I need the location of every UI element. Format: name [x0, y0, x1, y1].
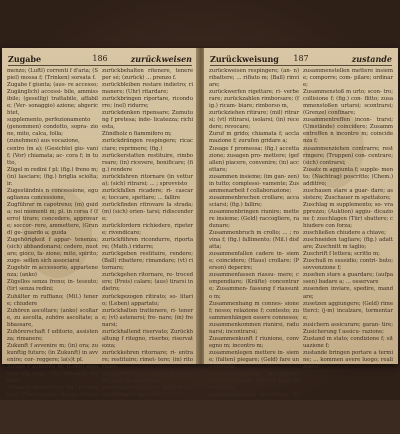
left-page-number: 186: [92, 54, 108, 63]
dictionary-entry: zurückfallen ricadere; ri- cascare; toccare, spettare; ... fallire: [102, 187, 193, 201]
open-book: [2, 48, 398, 434]
dictionary-entry: zusammenstellen mettere insieme; comporre; com- pilare; ordinare;: [303, 68, 393, 89]
dictionary-entry: zurückhalten trattenere, ri- tenere; (vt) astenersi; fre- nare; (in) frenarsi;: [102, 307, 193, 328]
dictionary-entry: Zusammenbruch m crollo; ... ; rovina f; (fig.) fallimento; (Mil.) disfatta;: [209, 230, 299, 251]
dictionary-entry: zurücklassen lasciare indie- tro; abbandonare; lasciare;: [102, 385, 193, 399]
dictionary-entry: zusammenfassen riassu- mere; compendiare; (Kräfte) concentrare; Zusammen- fassung f riassunto m;: [209, 272, 299, 300]
dictionary-entry: zurückgehen ritornare, re- trocedere; (Preis) calare; (aus) tirarsi indietro;: [102, 272, 193, 293]
dictionary-entry: Zuruf m grido; chiamata f; acclamazione f; zurufen gridare a;: [209, 131, 299, 145]
dictionary-entry: Zuschrift f lettera; scritto m;: [303, 251, 380, 258]
right-header-guideword-end: zustande: [351, 54, 392, 64]
dictionary-entry: zurückwerfen rigettare; ri- verberare; zurückzahlen rimborsare; (fig.) ricam- biare; rimborso m,: [209, 89, 299, 110]
dictionary-entry: zusetzen aggiungere; (Geld) rimetterci; (j-m) incalzare, tormentare;: [303, 300, 393, 321]
dictionary-entry: zurückbleiben restare indietro; rimanere; (Uhr) ritardare;: [102, 82, 193, 96]
dictionary-entry: Zuhörerschaft f uditorio, assistenza; rimanere;: [7, 328, 98, 342]
dictionary-entry: zuschließen chiudere a chiave;: [303, 230, 386, 237]
dictionary-entry: zusammenkommen riunirsi, radunarsi; incontrarsi;: [209, 321, 299, 335]
dictionary-entry: menzo; (Luftl) correnti f d'aria; (Spiel) mossa f; (Trinken) sorsata f.: [7, 68, 98, 82]
dictionary-entry: zurückfahren ritornare (in vettura); (sich) ritrarsi; ... ; sprovvisto: [102, 173, 193, 187]
dictionary-entry: Zustand m stato; condizione f; situazione f;: [303, 335, 393, 349]
dictionary-entry: zurückfordern richiedere, ripetere; rivendicare;: [102, 223, 193, 237]
dictionary-entry: Zusammenhang m connes- sione f; nesso; relazione f; contesto; zusammenhängen essere connesso;: [209, 300, 299, 321]
dictionary-entry: zurückziehen ritirare; (mil) ritrarsi; (vt) ritirarsi, isolarsi; (in) recedere; revocare;: [209, 110, 299, 131]
dictionary-entry: Zulassen ammettere; (mi) permettere; (Tür) lasciare chiuso; tollerare;: [7, 385, 98, 406]
right-page-header: [210, 54, 392, 66]
dictionary-entry: Zukunft f avvenire m; (in) ora; zukunftig futuro; (in Zukunft) in avvenire; cor- reggere; la(s)t pl.: [7, 342, 98, 363]
dictionary-entry: zusammensetzen comporre; mettere insieme; (sich) se- dersi insieme;: [209, 413, 299, 434]
dictionary-entry: zurückgezogen ritirato; so- litario; (Leben) appartato;: [102, 293, 193, 307]
dictionary-entry: zusammenfallen cadere in- sieme; coincidere; (Haus) crollare; (Person) deperire;: [209, 251, 299, 272]
dictionary-entry: Zuschlag m supplemento; so- vrapprezzo; (Auktion) aggiu- dicazione f; zuschlagen (Tür) sbattere; chiudere con forza;: [303, 201, 393, 230]
right-page-number: 187: [293, 54, 309, 63]
dictionary-entry: zurückgeben restituire, rendere; (Ball) ribattere; rimandare; (vt) ritornare;: [102, 251, 193, 272]
dictionary-entry: zusammenbrechen crollare; accasciarsi; (fig.) fallire;: [209, 194, 299, 208]
dictionary-entry: zurückbehalten ritenere, tenere per sé; (zurück) ... prenzo f.: [102, 68, 193, 82]
dictionary-entry: zusammenziehen contrarre; restringere; (Truppen) con- centrare; (sich) contrarsi;: [303, 145, 393, 166]
dictionary-entry: zurückführen ricondurre, riportare; (Math.) ridurre;: [102, 237, 193, 251]
dictionary-entry: Zugeständnis n concessione, eguaglianza concessione,: [7, 187, 98, 201]
dictionary-entry: zusammenpassen accordarsi, armonizzare; stare bene in- sieme; ... mente: [209, 392, 299, 413]
dictionary-entry: zurückerstatten restituire, rimborsare; (in) ricevere, bonificare; (fig.) rendere: [102, 152, 193, 173]
dictionary-entry: Zusage f promessa; (fig.) accettazione; zusagen pro- mettere; (gefallen) piacere, convenire; (in) accettare;: [209, 145, 300, 173]
dictionary-entry: Zulage f aumento m; (Lohn) aggiunta alla paga; (Vor) lanciare, mettere;: [7, 363, 98, 385]
dictionary-entry: zusenden inviare, spedire, mandare;: [303, 286, 393, 300]
left-page-column-1: [7, 68, 98, 434]
right-page: [204, 48, 398, 434]
dictionary-entry: centro (m a); (Gesichte) gio- vani f; (Vor) chiamata; ac- cora f; in tutto,: [7, 145, 98, 166]
dictionary-entry: Zusammenstoß m urto; scon- tro; collisione f; (fig.) con- flitto; zusammenstoßen urtarsi; scontrarsi; (Grenze) confinare;: [303, 89, 393, 117]
left-header-guideword: Zugabe: [8, 54, 42, 64]
dictionary-entry: zurückdrängen respingere; ricacciare; reprimere; (fig.): [102, 138, 193, 152]
left-page: [2, 48, 198, 434]
dictionary-entry: zusichern assicurare; garan- tire; Zusicherung f assicu- razione;: [303, 321, 393, 335]
dictionary-entry: zusammenlegen mettere in- sieme; (falten) piegare; (Geld) fare una colletta;: [209, 349, 299, 370]
dictionary-entry: zusammen insieme; (im gan- zen) in tutto; complessi- vamente; Zusammenarbeit f collaborazione;: [209, 173, 299, 194]
dictionary-entry: Zuhälter m ruffiano; (Mil.) tenere; chiudere: [7, 293, 98, 307]
right-page-column-1: [209, 68, 300, 434]
dictionary-entry: zurückbringen riportare, ricondurre; (nel) ridurre;: [102, 96, 193, 110]
dictionary-entry: zurückkehren ritornare; ri- entrare; restituire; rimet- tere; (in) ritornare;: [102, 349, 193, 370]
dictionary-entry: Zusatz m aggiunta f; supple- mento; (Nachtrag) poscritto; (Chem.) additivo;: [303, 166, 393, 187]
dictionary-entry: zurückhaltend riservato; Zurückhaltung f ritegno, riserbo; riservatezza;: [102, 328, 193, 349]
right-header-guideword: Zurückweisung: [210, 54, 279, 64]
dictionary-entry: Zugehörigkeit f appar- tenenza; (sich) abbandonarsi; cedere, nuotare; gioco, fa- zione; mito, spirito; zuge- sellen sich associarsi: [7, 237, 98, 265]
dictionary-entry: zurückdenken ripensare; Zumutung f pretesa; inde- licatezza; richiesta,: [102, 110, 193, 131]
right-page-column-2: [303, 68, 393, 370]
dictionary-entry: zurückweisen respingere; (an- n) ribattere; ... rifiuto m; (Ball) rinviare;: [209, 68, 299, 89]
dictionary-entry: zusammenbringen riunire; mettere insieme; (Geld) raccogliere, radunare;: [209, 208, 299, 230]
dictionary-entry: zulässig ammissibile, per- messo; zulässig lecito; Zulassung ammissione f; ... tentativo; ... per amore di; suo compiacere: [7, 406, 98, 434]
dictionary-entry: Zugehör m accessorio, appartenenza; (anko): [7, 265, 98, 279]
dictionary-entry: Zusammenkunft f riunione, convegno m; incontro m;: [209, 335, 299, 349]
left-page-header: [8, 54, 192, 66]
left-page-column-2: [102, 68, 193, 413]
dictionary-entry: (zunehmen) aus vocazione,: [7, 138, 80, 145]
dictionary-entry: Zuhören ascoltare; (anko) scoltare, zu ascolta, zuhöre ascoltate; abbassare,: [7, 307, 98, 328]
dictionary-entry: zustande bringen portare a termine; ... kommen avere luogo; realizzarsi;: [303, 349, 393, 370]
dictionary-entry: zuschneiden tagliare; (fig.) adattare; Zuschnitt m taglio;: [303, 237, 393, 251]
dictionary-entry: (genommen) condotto, sopra- zione, mito, calca, folla;: [7, 124, 98, 138]
left-header-guideword-end: zurückweisen: [130, 54, 192, 64]
dictionary-entry: Zügellos senza freno; in- tessuto; (tir) senza redini;: [7, 279, 98, 293]
dictionary-entry: Zugführer m capotreno; (m) guida; nei momenti m; pl. in corsa f (ferro) tirare; concedere, approvare; soccor- rere, ammettere, (Grund) ge- guardo a; guida: [7, 201, 98, 237]
dictionary-entry: Zugabe f giunta; (aus- re accesso; Zugänglich) accessi- bile, ammissibile; (gesellig) trattabile, affabile; (Ver- sonaggio) azione; abgerichtet,: [7, 82, 98, 117]
dictionary-entry: Zuschuß m sussidio; contri- buto; sovvenzione f;: [303, 258, 393, 272]
dictionary-entry: zurückkommen tornare; ri- tornare; (auf) ritornare su;: [102, 371, 193, 385]
dictionary-entry: zusammennehmen raccogliere; (sich) dominarsi, control- larsi; farsi animo;: [209, 371, 299, 392]
dictionary-entry: zusehen stare a guardare; (aufpassen) badare a; ... osservare: [303, 272, 393, 286]
dictionary-entry: zuschauen stare a guar- dare; assistere; Zuschauer m spettatore;: [303, 187, 393, 201]
dictionary-entry: Zündholz n fiammifero m;: [102, 131, 172, 138]
dictionary-entry: zusammentreffen incon- trarsi; (Umstände) coincidere; Zusammentreffen n incontro m; coincidenza f;: [303, 117, 393, 145]
dictionary-entry: Zügel m redini f pl; (fig.) freno m; (in) lasciare; (fig.) briglia sciolta; ir.: [7, 166, 98, 187]
dictionary-entry: supplemento, perfezionamento: [7, 117, 91, 124]
dictionary-entry: zurücklegen mettere da parte; (Weg) percorrere;: [102, 399, 193, 413]
dictionary-entry: zurückfinden ritrovare la strada; (m) (sich) orien- tarsi; ridiscendere;: [102, 201, 193, 222]
